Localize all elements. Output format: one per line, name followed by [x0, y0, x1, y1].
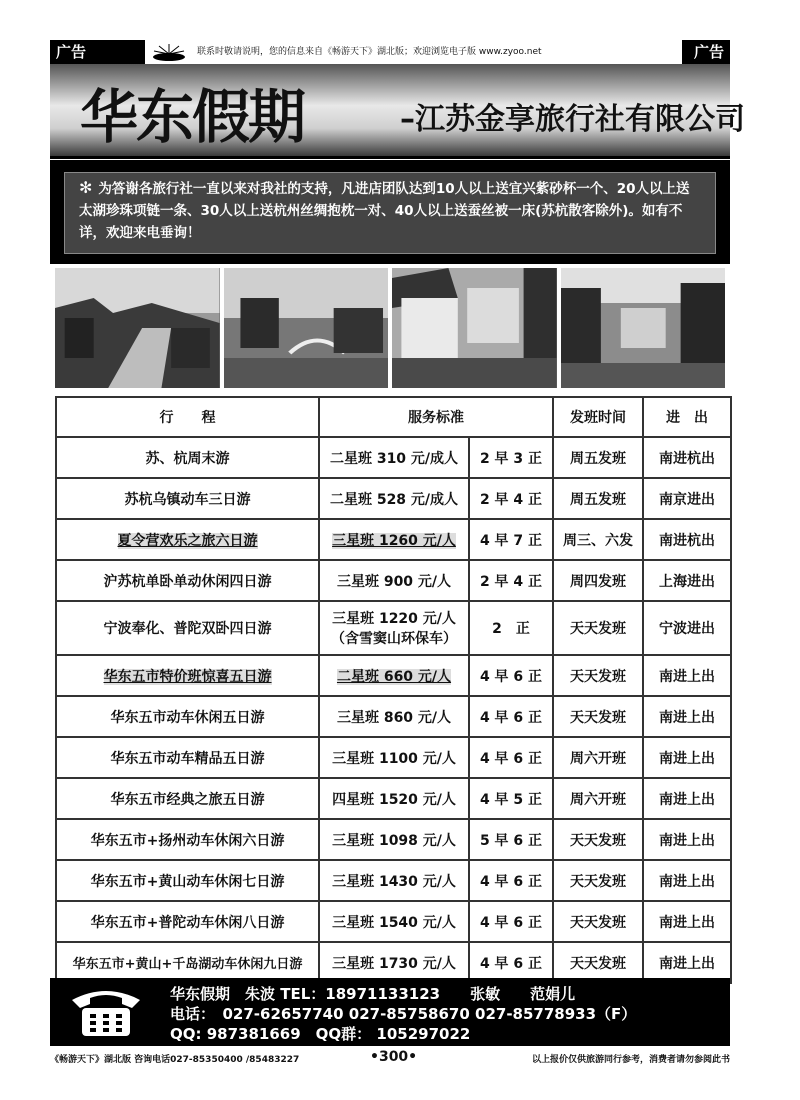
standard-cell	[319, 601, 469, 655]
contact-line-names: 华东假期 朱波 TEL：18971133123 张敏 范娟儿	[170, 985, 576, 1003]
depart-cell: 周五发班	[553, 437, 643, 478]
depart-cell: 天天发班	[553, 696, 643, 737]
route-cell	[56, 655, 319, 696]
water-town-photo-2	[224, 268, 389, 388]
route-cell: 沪苏杭单卧单动休闲四日游	[56, 560, 319, 601]
inout-cell: 宁波进出	[643, 601, 731, 655]
standard-cell: 三星班 1730 元/人	[319, 942, 469, 983]
meals-cell: 2 早 4 正	[469, 560, 553, 601]
inout-cell: 南进上出	[643, 696, 731, 737]
standard-cell	[319, 655, 469, 696]
standard-cell: 三星班 860 元/人	[319, 696, 469, 737]
meals-cell: 4 早 5 正	[469, 778, 553, 819]
flower-icon: ✻	[79, 178, 93, 197]
route-cell: 华东五市+黄山+千岛湖动车休闲九日游	[56, 942, 319, 983]
standard-cell: 三星班 1430 元/人	[319, 860, 469, 901]
table-row	[56, 696, 731, 737]
table-row	[56, 819, 731, 860]
inout-cell: 南进上出	[643, 901, 731, 942]
inout-cell: 南进上出	[643, 737, 731, 778]
route-highlight: 夏令营欢乐之旅六日游	[117, 532, 258, 549]
route-cell: 华东五市+黄山动车休闲七日游	[56, 860, 319, 901]
depart-cell: 周六开班	[553, 737, 643, 778]
depart-cell: 周三、六发	[553, 519, 643, 560]
magazine-info: 《畅游天下》湖北版 咨询电话027-85350400 /85483227	[50, 1055, 300, 1065]
table-row	[56, 655, 731, 696]
inout-cell: 南进杭出	[643, 519, 731, 560]
top-note	[145, 40, 682, 64]
inout-cell: 南进上出	[643, 860, 731, 901]
magazine-logo-icon	[149, 42, 189, 62]
promo-panel	[50, 160, 730, 264]
depart-cell: 周四发班	[553, 560, 643, 601]
depart-cell: 周六开班	[553, 778, 643, 819]
meals-cell: 4 早 6 正	[469, 860, 553, 901]
meals-cell: 2 正	[469, 601, 553, 655]
page-number: •300•	[370, 1049, 418, 1065]
depart-cell: 天天发班	[553, 860, 643, 901]
contact-footer	[50, 978, 730, 1046]
route-cell: 华东五市+普陀动车休闲八日游	[56, 901, 319, 942]
table-header-row	[56, 397, 731, 437]
standard-cell: 二星班 528 元/成人	[319, 478, 469, 519]
standard-cell: 三星班 1100 元/人	[319, 737, 469, 778]
depart-cell: 天天发班	[553, 942, 643, 983]
route-cell	[56, 519, 319, 560]
meals-cell: 2 早 3 正	[469, 437, 553, 478]
standard-cell: 二星班 310 元/成人	[319, 437, 469, 478]
inout-cell: 南进上出	[643, 778, 731, 819]
contact-line-phone: 电话： 027-62657740 027-85758670 027-85778933（F）	[170, 1005, 637, 1023]
hero-title: 华东假期	[80, 83, 305, 151]
standard-cell: 四星班 1520 元/人	[319, 778, 469, 819]
table-row	[56, 778, 731, 819]
route-cell: 苏、杭周末游	[56, 437, 319, 478]
table-row	[56, 601, 731, 655]
route-highlight: 华东五市特价班惊喜五日游	[103, 668, 272, 685]
meals-cell: 4 早 6 正	[469, 696, 553, 737]
contact-line-qq: QQ: 987381669 QQ群： 105297022	[170, 1025, 471, 1043]
water-town-photo-3	[392, 268, 557, 388]
inout-cell: 上海进出	[643, 560, 731, 601]
table-row	[56, 737, 731, 778]
inout-cell: 南进杭出	[643, 437, 731, 478]
photo-strip	[55, 268, 725, 388]
table-row	[56, 560, 731, 601]
header-route: 行 程	[56, 397, 319, 437]
standard-cell: 三星班 900 元/人	[319, 560, 469, 601]
route-cell: 华东五市经典之旅五日游	[56, 778, 319, 819]
route-cell: 华东五市动车精品五日游	[56, 737, 319, 778]
inout-cell: 南进上出	[643, 819, 731, 860]
header-depart: 发班时间	[553, 397, 643, 437]
standard-cell	[319, 519, 469, 560]
table-row	[56, 901, 731, 942]
meals-cell: 4 早 6 正	[469, 942, 553, 983]
standard-line-2: （含雪窦山环保车）	[331, 631, 457, 647]
disclaimer: 以上报价仅供旅游同行参考，消费者请勿参阅此书	[531, 1055, 730, 1065]
promo-box	[64, 172, 716, 254]
depart-cell: 天天发班	[553, 655, 643, 696]
water-town-photo-1	[55, 268, 220, 388]
depart-cell: 天天发班	[553, 819, 643, 860]
table-row	[56, 860, 731, 901]
header-standard: 服务标准	[319, 397, 553, 437]
standard-cell: 三星班 1540 元/人	[319, 901, 469, 942]
route-cell: 苏杭乌镇动车三日游	[56, 478, 319, 519]
hero-subtitle: –江苏金享旅行社有限公司	[400, 102, 745, 137]
inout-cell: 南进上出	[643, 942, 731, 983]
top-banner	[50, 40, 730, 64]
depart-cell: 天天发班	[553, 601, 643, 655]
promo-text: 为答谢各旅行社一直以来对我社的支持，凡进店团队达到10人以上送宜兴紫砂杯一个、20人以上送太湖珍珠项链一条、30人以上送杭州丝绸抱枕一对、40人以上送蚕丝被一床(苏杭散客除外)。如有不详，欢迎来电垂询！	[79, 181, 690, 241]
table-row	[56, 478, 731, 519]
standard-line-1: 三星班 1220 元/人	[332, 611, 456, 627]
ad-tag-left: 广告	[50, 40, 92, 64]
route-cell: 华东五市+扬州动车休闲六日游	[56, 819, 319, 860]
standard-highlight: 二星班 660 元/人	[336, 668, 452, 685]
itinerary-table	[55, 396, 730, 984]
meals-cell: 5 早 6 正	[469, 819, 553, 860]
meals-cell: 4 早 6 正	[469, 901, 553, 942]
header-inout: 进 出	[643, 397, 731, 437]
table-row	[56, 519, 731, 560]
contact-note: 联系时敬请说明，您的信息来自《畅游天下》湖北版；欢迎浏览电子版 www.zyoo.net	[197, 47, 542, 57]
route-cell: 宁波奉化、普陀双卧四日游	[56, 601, 319, 655]
telephone-icon	[66, 984, 146, 1040]
meals-cell: 4 早 6 正	[469, 737, 553, 778]
table-row	[56, 942, 731, 983]
meals-cell: 4 早 7 正	[469, 519, 553, 560]
hero-banner	[50, 64, 745, 159]
route-cell: 华东五市动车休闲五日游	[56, 696, 319, 737]
depart-cell: 周五发班	[553, 478, 643, 519]
meals-cell: 2 早 4 正	[469, 478, 553, 519]
inout-cell: 南进上出	[643, 655, 731, 696]
depart-cell: 天天发班	[553, 901, 643, 942]
standard-highlight: 三星班 1260 元/人	[332, 532, 456, 549]
standard-cell: 三星班 1098 元/人	[319, 819, 469, 860]
inout-cell: 南京进出	[643, 478, 731, 519]
water-town-photo-4	[561, 268, 726, 388]
meals-cell: 4 早 6 正	[469, 655, 553, 696]
ad-tag-right: 广告	[688, 40, 730, 64]
table-row	[56, 437, 731, 478]
